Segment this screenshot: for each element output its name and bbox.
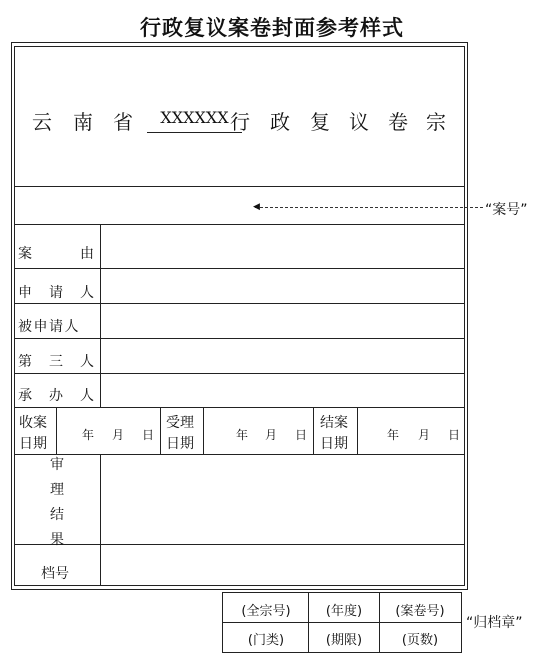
divider-handler (14, 407, 465, 408)
accepted-date-label: 受理 (166, 415, 194, 431)
closed-month: 月 (418, 428, 431, 442)
accepted-day: 日 (295, 428, 308, 442)
divider-heading (14, 186, 465, 187)
stamp-page-count: (页数) (401, 633, 439, 648)
applicant-label: 请 (49, 285, 63, 301)
heading-char: 云 (32, 110, 52, 134)
received-date-label: 收案 (19, 415, 47, 431)
received-day: 日 (142, 428, 155, 442)
heading-char: 复 (310, 110, 330, 134)
heading-char: 行 (230, 110, 250, 134)
heading-char: 议 (349, 110, 369, 134)
result-column-divider (100, 454, 101, 586)
stamp-volume-number: (案卷号) (395, 604, 445, 619)
divider-third-party (14, 373, 465, 374)
review-result-label: 理 (50, 482, 64, 498)
applicant-label: 申 (18, 285, 32, 301)
heading-char: 卷 (388, 110, 408, 134)
closed-date-label: 结案 (320, 415, 348, 431)
received-month: 月 (112, 428, 125, 442)
accepted-date-label: 日期 (166, 436, 194, 452)
page-title: 行政复议案卷封面参考样式 (140, 15, 404, 40)
stamp-category: (门类) (247, 633, 285, 648)
third-party-label: 三 (49, 354, 63, 370)
third-party-label: 人 (80, 354, 94, 370)
stamp-row-divider (223, 622, 461, 623)
case-number-annotation: “案号” (485, 202, 528, 218)
stamp-year: (年度) (325, 604, 363, 619)
heading-char: 省 (113, 110, 133, 134)
date-divider-1 (56, 407, 57, 454)
date-divider-5 (357, 407, 358, 454)
heading-char: 政 (270, 110, 290, 134)
stamp-fonds-number: (全宗号) (241, 604, 291, 619)
file-number-label: 档号 (41, 566, 69, 582)
stamp-retention-period: (期限) (325, 633, 363, 648)
review-result-label: 结 (50, 507, 64, 523)
archive-stamp (222, 592, 462, 653)
case-reason-label: 由 (80, 246, 94, 262)
divider-case-reason (14, 268, 465, 269)
handler-label: 承 (18, 388, 32, 404)
label-column-divider (100, 224, 101, 407)
review-result-label: 审 (50, 457, 64, 473)
divider-applicant (14, 303, 465, 304)
handler-label: 办 (49, 388, 63, 404)
accepted-month: 月 (265, 428, 278, 442)
applicant-label: 人 (80, 285, 94, 301)
received-year: 年 (82, 428, 95, 442)
divider-case-number (14, 224, 465, 225)
archive-stamp-annotation: “归档章” (466, 615, 523, 631)
closed-day: 日 (448, 428, 461, 442)
date-divider-3 (203, 407, 204, 454)
heading-char: 宗 (426, 110, 446, 134)
third-party-label: 第 (18, 354, 32, 370)
accepted-year: 年 (236, 428, 249, 442)
case-number-arrow (255, 207, 483, 208)
closed-date-label: 日期 (320, 436, 348, 452)
handler-label: 人 (80, 388, 94, 404)
date-divider-4 (313, 407, 314, 454)
volume-heading (14, 106, 463, 136)
respondent-label: 被申请人 (18, 319, 80, 335)
review-result-label: 果 (50, 532, 64, 548)
heading-char: 南 (73, 110, 93, 134)
date-divider-2 (160, 407, 161, 454)
case-reason-label: 案 (18, 246, 32, 262)
received-date-label: 日期 (19, 436, 47, 452)
closed-year: 年 (387, 428, 400, 442)
arrowhead-icon: ◀ (253, 202, 260, 212)
divider-result (14, 544, 465, 545)
organization-name: XXXXXX (147, 108, 242, 133)
divider-dates (14, 454, 465, 455)
divider-respondent (14, 338, 465, 339)
